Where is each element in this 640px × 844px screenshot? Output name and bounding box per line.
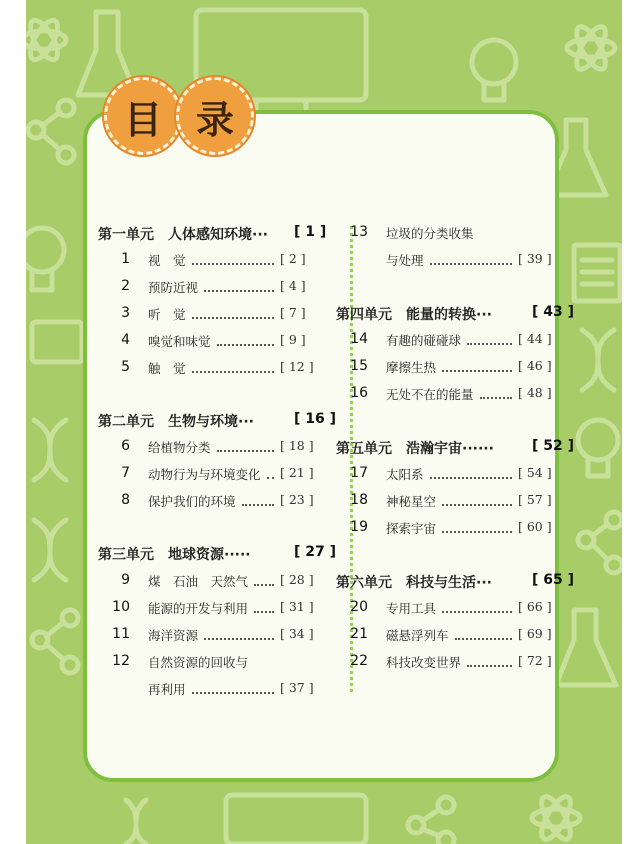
lesson-page-number: [ 48 ] xyxy=(518,385,552,400)
unit-page-number: [ 52 ] xyxy=(532,438,575,454)
unit-heading[interactable]: 第六单元 科技与生活··· xyxy=(336,575,492,591)
lesson-title[interactable]: 动物行为与环境变化 xyxy=(148,467,261,482)
lesson-title[interactable]: 嗅觉和味觉 xyxy=(148,334,211,349)
lesson-number: 10 xyxy=(112,599,130,615)
lesson-title[interactable]: 无处不在的能量 xyxy=(386,387,474,402)
unit-heading[interactable]: 第二单元 生物与环境··· xyxy=(98,414,254,430)
dot-leader xyxy=(192,371,274,373)
dot-leader xyxy=(217,450,274,452)
dot-leader xyxy=(430,263,512,265)
lesson-number: 22 xyxy=(350,653,368,669)
title-char-2: 录 xyxy=(195,96,234,142)
lesson-page-number: [ 12 ] xyxy=(280,359,314,374)
unit-heading[interactable]: 第五单元 浩瀚宇宙······ xyxy=(336,441,494,457)
column-divider xyxy=(350,226,353,692)
dot-leader xyxy=(217,344,274,346)
dot-leader xyxy=(192,317,274,319)
lesson-title[interactable]: 能源的开发与利用 xyxy=(148,601,249,616)
lesson-page-number: [ 34 ] xyxy=(280,626,314,641)
lesson-number: 19 xyxy=(350,519,368,535)
lesson-page-number: [ 39 ] xyxy=(518,251,552,266)
lesson-number: 11 xyxy=(112,626,130,642)
lesson-page-number: [ 21 ] xyxy=(280,465,314,480)
lesson-title[interactable]: 有趣的碰碰球 xyxy=(386,333,462,348)
lesson-page-number: [ 60 ] xyxy=(518,519,552,534)
dot-leader xyxy=(467,343,512,345)
lesson-number: 14 xyxy=(350,331,368,347)
unit-heading[interactable]: 第一单元 人体感知环境··· xyxy=(98,227,268,243)
lesson-number: 20 xyxy=(350,599,368,615)
lesson-page-number: [ 44 ] xyxy=(518,331,552,346)
dot-leader xyxy=(442,504,512,506)
lesson-page-number: [ 18 ] xyxy=(280,438,314,453)
lesson-page-number: [ 28 ] xyxy=(280,572,314,587)
unit-heading[interactable]: 第三单元 地球资源····· xyxy=(98,547,251,563)
lesson-title[interactable]: 视 觉 xyxy=(148,253,186,268)
lesson-title[interactable]: 与处理 xyxy=(386,253,424,268)
lesson-title[interactable]: 保护我们的环境 xyxy=(148,494,236,509)
lesson-title[interactable]: 垃圾的分类收集 xyxy=(386,226,474,241)
lesson-title[interactable]: 预防近视 xyxy=(148,280,199,295)
lesson-number: 8 xyxy=(121,492,130,508)
lesson-title[interactable]: 探索宇宙 xyxy=(386,521,437,536)
lesson-title[interactable]: 再利用 xyxy=(148,682,186,697)
lesson-title[interactable]: 给植物分类 xyxy=(148,440,211,455)
page-background xyxy=(26,0,622,844)
dot-leader xyxy=(480,397,512,399)
lesson-page-number: [ 72 ] xyxy=(518,653,552,668)
lesson-number: 5 xyxy=(121,359,130,375)
dot-leader xyxy=(192,692,274,694)
lesson-page-number: [ 57 ] xyxy=(518,492,552,507)
dot-leader xyxy=(467,665,512,667)
dot-leader xyxy=(442,370,512,372)
lesson-page-number: [ 31 ] xyxy=(280,599,314,614)
lesson-page-number: [ 7 ] xyxy=(280,305,306,320)
lesson-title[interactable]: 煤 石油 天然气 xyxy=(148,574,249,589)
lesson-number: 15 xyxy=(350,358,368,374)
lesson-title[interactable]: 专用工具 xyxy=(386,601,437,616)
dot-leader xyxy=(267,477,274,479)
lesson-page-number: [ 66 ] xyxy=(518,599,552,614)
lesson-number: 6 xyxy=(121,438,130,454)
dot-leader xyxy=(204,290,274,292)
dot-leader xyxy=(192,263,274,265)
lesson-page-number: [ 23 ] xyxy=(280,492,314,507)
dot-leader xyxy=(455,638,512,640)
lesson-title[interactable]: 摩擦生热 xyxy=(386,360,437,375)
dot-leader xyxy=(242,504,274,506)
dot-leader xyxy=(442,531,512,533)
unit-page-number: [ 43 ] xyxy=(532,304,575,320)
lesson-number: 2 xyxy=(121,278,130,294)
dot-leader xyxy=(442,611,512,613)
lesson-page-number: [ 37 ] xyxy=(280,680,314,695)
unit-page-number: [ 1 ] xyxy=(294,224,327,240)
lesson-page-number: [ 54 ] xyxy=(518,465,552,480)
lesson-title[interactable]: 听 觉 xyxy=(148,307,186,322)
dot-leader xyxy=(204,638,274,640)
dot-leader xyxy=(254,584,274,586)
lesson-number: 4 xyxy=(121,332,130,348)
lesson-title[interactable]: 触 觉 xyxy=(148,361,186,376)
lesson-page-number: [ 46 ] xyxy=(518,358,552,373)
dot-leader xyxy=(254,611,274,613)
lesson-page-number: [ 2 ] xyxy=(280,251,306,266)
lesson-number: 18 xyxy=(350,492,368,508)
unit-page-number: [ 16 ] xyxy=(294,411,337,427)
lesson-number: 21 xyxy=(350,626,368,642)
lesson-number: 17 xyxy=(350,465,368,481)
unit-page-number: [ 27 ] xyxy=(294,544,337,560)
lesson-number: 1 xyxy=(121,251,130,267)
lesson-title[interactable]: 海洋资源 xyxy=(148,628,199,643)
lesson-number: 12 xyxy=(112,653,130,669)
lesson-page-number: [ 4 ] xyxy=(280,278,306,293)
unit-page-number: [ 65 ] xyxy=(532,572,575,588)
lesson-number: 3 xyxy=(121,305,130,321)
lesson-title[interactable]: 自然资源的回收与 xyxy=(148,655,249,670)
lesson-page-number: [ 69 ] xyxy=(518,626,552,641)
title-char-1: 目 xyxy=(123,96,162,142)
lesson-title[interactable]: 磁悬浮列车 xyxy=(386,628,449,643)
unit-heading[interactable]: 第四单元 能量的转换··· xyxy=(336,307,492,323)
lesson-number: 9 xyxy=(121,572,130,588)
title-badge-lu xyxy=(176,77,254,155)
lesson-number: 13 xyxy=(350,224,368,240)
lesson-number: 7 xyxy=(121,465,130,481)
title-badge-mu xyxy=(104,77,182,155)
lesson-title[interactable]: 太阳系 xyxy=(386,467,424,482)
lesson-title[interactable]: 科技改变世界 xyxy=(386,655,462,670)
dot-leader xyxy=(430,477,512,479)
lesson-page-number: [ 9 ] xyxy=(280,332,306,347)
lesson-number: 16 xyxy=(350,385,368,401)
lesson-title[interactable]: 神秘星空 xyxy=(386,494,437,509)
